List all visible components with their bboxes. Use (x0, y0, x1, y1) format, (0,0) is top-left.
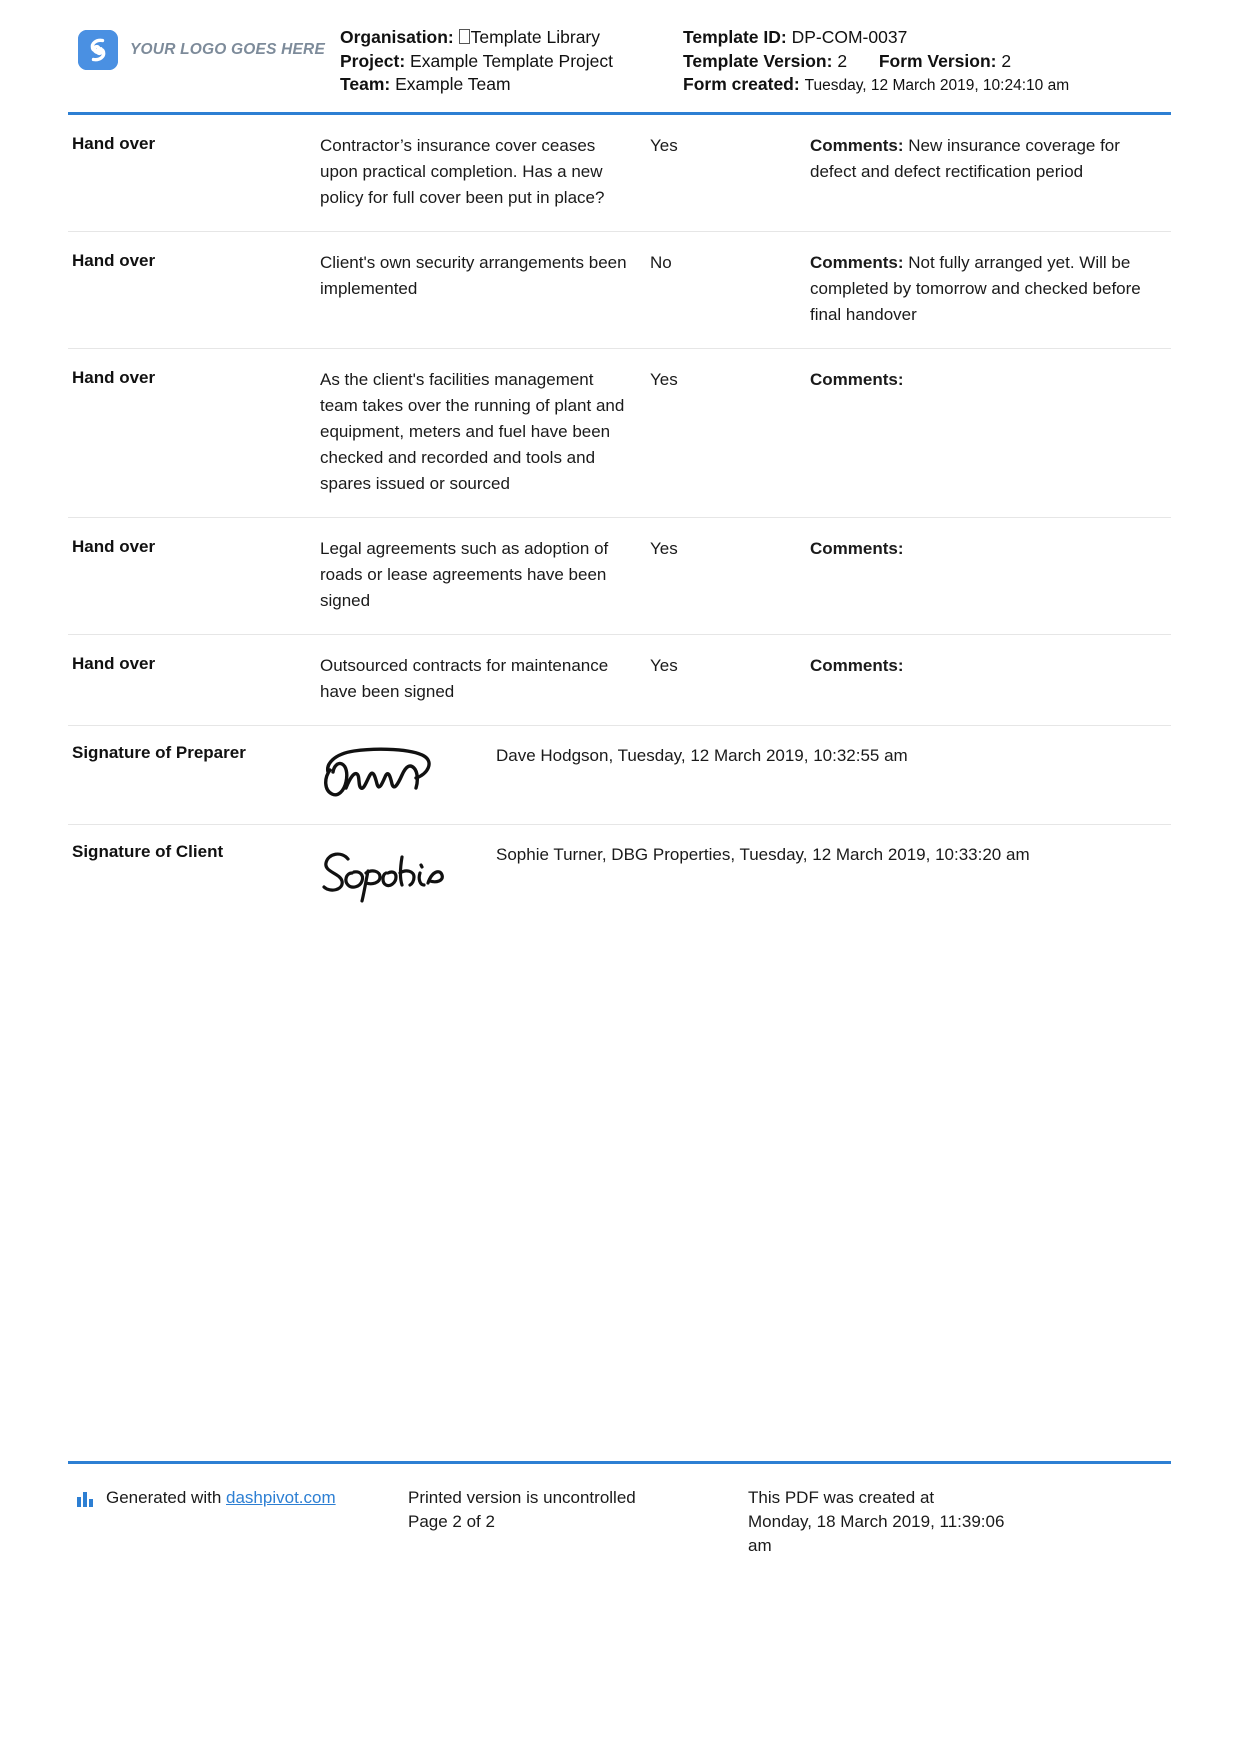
comments-label: Comments: (810, 252, 904, 272)
handwritten-signature-daniel-icon (320, 742, 480, 802)
team-label: Team: (340, 74, 391, 94)
row-section-label: Hand over (72, 250, 156, 270)
organisation-value: Template Library (470, 27, 601, 47)
comments-label: Comments: (810, 135, 904, 155)
dashpivot-logo-icon (78, 30, 118, 70)
missing-glyph-icon (459, 29, 470, 44)
document-header (0, 0, 1239, 98)
row-comments (810, 536, 1171, 614)
page-number: Page 2 of 2 (408, 1512, 495, 1531)
row-answer: No (650, 252, 672, 272)
organisation-line (340, 26, 683, 50)
team-line (340, 73, 683, 97)
row-answer: Yes (650, 369, 678, 389)
pdf-created-label: This PDF was created at (748, 1488, 935, 1507)
template-version-label: Template Version: (683, 50, 833, 71)
template-id-line (683, 26, 1171, 50)
row-question: Legal agreements such as adoption of roads or lease agreements have been signed (320, 538, 609, 610)
organisation-label: Organisation: (340, 27, 454, 47)
footer-generated-with (68, 1486, 408, 1510)
comments-value: Not fully arranged yet. Will be completed by tomorrow and checked before final handover (810, 252, 1141, 324)
signature-label: Signature of Preparer (72, 742, 246, 762)
row-section-label: Hand over (72, 536, 156, 556)
project-line (340, 50, 683, 74)
bar-chart-icon (76, 1486, 96, 1508)
footer-print-block (408, 1486, 748, 1534)
signature-row-preparer (68, 726, 1171, 825)
row-section-label: Hand over (72, 367, 156, 387)
row-comments (810, 133, 1171, 211)
comments-label: Comments: (810, 369, 904, 389)
handwritten-signature-sophie-icon (320, 841, 480, 905)
row-comments (810, 367, 1171, 497)
header-meta-right (683, 26, 1171, 98)
row-comments (810, 250, 1171, 328)
signature-name-and-time: Dave Hodgson, Tuesday, 12 March 2019, 10:32:55 am (496, 745, 908, 765)
footer-created-block (748, 1486, 1028, 1558)
row-section-label: Hand over (72, 653, 156, 673)
row-comments (810, 653, 1171, 705)
row-question: Outsourced contracts for maintenance have been signed (320, 655, 609, 701)
table-row (68, 115, 1171, 232)
template-version-value: 2 (837, 50, 848, 71)
footer-generated-prefix: Generated with (106, 1488, 227, 1507)
form-created-label: Form created: (683, 74, 800, 94)
comments-label: Comments: (810, 655, 904, 675)
form-version-value: 2 (1001, 50, 1012, 71)
row-question: As the client's facilities management team takes over the running of plant and equipment, meters and fuel have been checked and recorded and tools and spares issued or sourced (320, 369, 625, 493)
print-notice: Printed version is uncontrolled (408, 1488, 636, 1507)
table-row (68, 232, 1171, 349)
row-section-label: Hand over (72, 133, 156, 153)
pdf-created-value: Monday, 18 March 2019, 11:39:06 am (748, 1512, 1005, 1555)
header-meta (340, 22, 1171, 98)
signature-label: Signature of Client (72, 841, 224, 861)
table-row (68, 349, 1171, 518)
signature-name-and-time: Sophie Turner, DBG Properties, Tuesday, 12 March 2019, 10:33:20 am (496, 844, 1030, 864)
signature-row-client (68, 825, 1171, 927)
template-id-value: DP-COM-0037 (791, 27, 908, 47)
table-row (68, 518, 1171, 635)
form-created-line (683, 73, 1171, 98)
form-version-label: Form Version: (878, 50, 997, 71)
row-question: Contractor’s insurance cover ceases upon practical completion. Has a new policy for full cover been put in place? (320, 135, 605, 207)
team-value: Example Team (395, 74, 511, 94)
comments-label: Comments: (810, 538, 904, 558)
header-meta-left (340, 26, 683, 98)
logo-block (78, 22, 340, 70)
form-created-value: Tuesday, 12 March 2019, 10:24:10 am (804, 77, 1070, 94)
handover-table (68, 115, 1171, 927)
document-footer (0, 1461, 1239, 1558)
template-id-label: Template ID: (683, 27, 787, 47)
table-row (68, 635, 1171, 726)
comments-value: New insurance coverage for defect and defect rectification period (810, 135, 1120, 181)
project-label: Project: (340, 50, 406, 71)
logo-text: YOUR LOGO GOES HERE (130, 41, 325, 58)
project-value: Example Template Project (410, 50, 613, 71)
version-line (683, 50, 1171, 74)
dashpivot-link[interactable]: dashpivot.com (226, 1488, 336, 1507)
footer-generated-text (106, 1486, 336, 1510)
row-question: Client's own security arrangements been implemented (320, 252, 627, 298)
footer-divider (68, 1461, 1171, 1464)
row-answer: Yes (650, 655, 678, 675)
row-answer: Yes (650, 538, 678, 558)
row-answer: Yes (650, 135, 678, 155)
